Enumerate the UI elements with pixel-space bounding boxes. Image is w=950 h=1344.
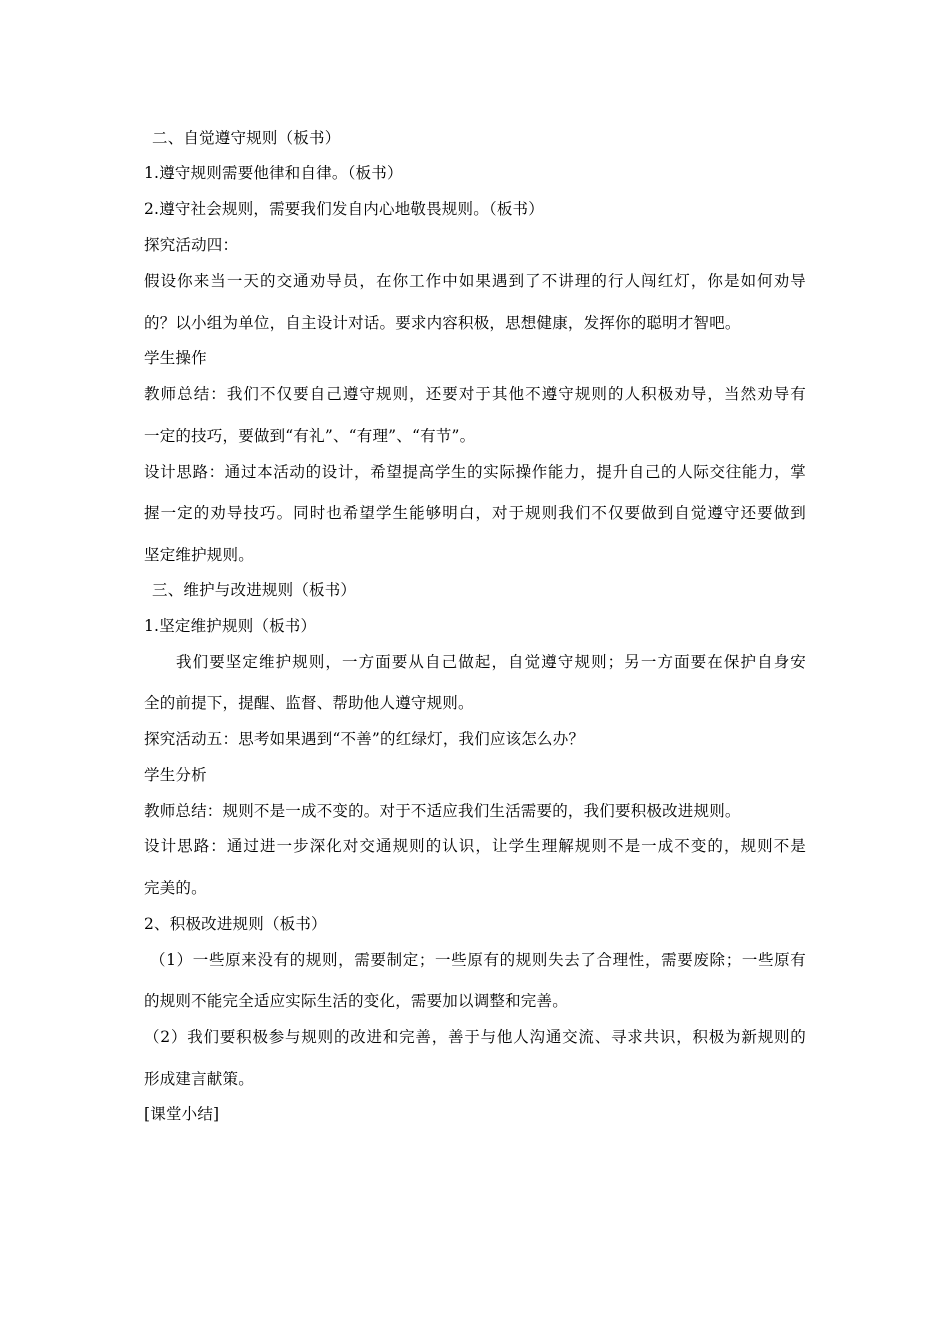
paragraph-line: 假设你来当一天的交通劝导员，在你工作中如果遇到了不讲理的行人闯红灯，你是如何劝导 — [144, 272, 806, 290]
paragraph-line: 学生分析 — [144, 766, 207, 784]
paragraph-line: 1.遵守规则需要他律和自律。（板书） — [144, 164, 403, 182]
subsection-heading: 2、积极改进规则（板书） — [144, 915, 327, 933]
paragraph-line: 完美的。 — [144, 879, 207, 897]
paragraph-line: 教师总结：规则不是一成不变的。对于不适应我们生活需要的，我们要积极改进规则。 — [144, 802, 741, 820]
paragraph-line: 教师总结：我们不仅要自己遵守规则，还要对于其他不遵守规则的人积极劝导，当然劝导有 — [144, 385, 806, 403]
paragraph-line: （1）一些原来没有的规则，需要制定；一些原有的规则失去了合理性，需要废除；一些原有 — [150, 951, 806, 969]
paragraph-line: 的？以小组为单位，自主设计对话。要求内容积极，思想健康，发挥你的聪明才智吧。 — [144, 314, 741, 332]
paragraph-line: 2.遵守社会规则，需要我们发自内心地敬畏规则。（板书） — [144, 200, 544, 218]
paragraph-line: 学生操作 — [144, 349, 207, 367]
activity-heading: 探究活动五：思考如果遇到“不善”的红绿灯，我们应该怎么办？ — [144, 730, 585, 748]
paragraph-line: 坚定维护规则。 — [144, 546, 254, 564]
paragraph-line: 设计思路：通过进一步深化对交通规则的认识，让学生理解规则不是一成不变的，规则不是 — [144, 837, 806, 855]
paragraph-line: 我们要坚定维护规则，一方面要从自己做起，自觉遵守规则；另一方面要在保护自身安 — [176, 653, 806, 671]
paragraph-line: 设计思路：通过本活动的设计，希望提高学生的实际操作能力，提升自己的人际交往能力，掌 — [144, 463, 806, 481]
subsection-heading: 1.坚定维护规则（板书） — [144, 617, 317, 635]
paragraph-line: 一定的技巧，要做到“有礼”、“有理”、“有节”。 — [144, 427, 476, 445]
section-heading-2: 二、自觉遵守规则（板书） — [152, 129, 341, 147]
paragraph-line: 全的前提下，提醒、监督、帮助他人遵守规则。 — [144, 694, 474, 712]
summary-heading: [课堂小结] — [144, 1105, 220, 1123]
paragraph-line: （2）我们要积极参与规则的改进和完善，善于与他人沟通交流、寻求共识，积极为新规则的 — [144, 1028, 806, 1046]
activity-heading: 探究活动四： — [144, 236, 239, 254]
paragraph-line: 握一定的劝导技巧。同时也希望学生能够明白，对于规则我们不仅要做到自觉遵守还要做到 — [144, 504, 806, 522]
paragraph-line: 形成建言献策。 — [144, 1070, 254, 1088]
paragraph-line: 的规则不能完全适应实际生活的变化，需要加以调整和完善。 — [144, 992, 568, 1010]
section-heading-3: 三、维护与改进规则（板书） — [152, 581, 357, 599]
